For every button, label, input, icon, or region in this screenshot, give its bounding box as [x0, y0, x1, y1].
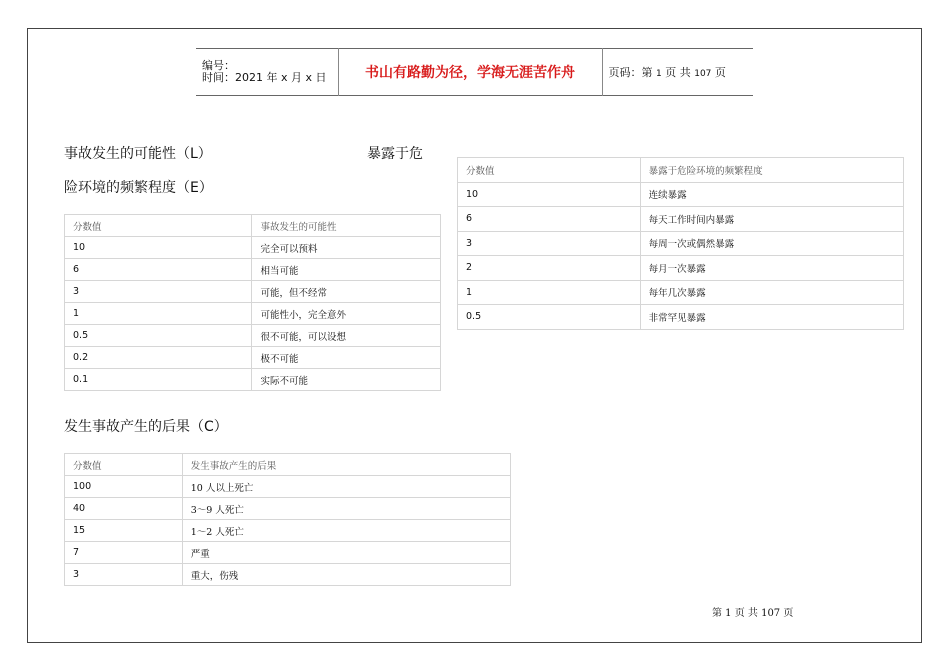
page-prefix: 页码：第 [608, 66, 653, 79]
description-cell: 每周一次或偶然暴露 [640, 231, 903, 256]
column-header: 分数值 [65, 215, 252, 237]
table-row [65, 303, 441, 325]
header-motto: 书山有路勤为径，学海无涯苦作舟 [338, 49, 602, 96]
score-cell: 0.5 [458, 305, 641, 330]
score-cell: 10 [65, 237, 252, 259]
page-suffix: 页 [714, 66, 726, 79]
description-cell: 每年几次暴露 [640, 280, 903, 305]
table-row [458, 305, 904, 330]
table-row [65, 259, 441, 281]
column-header: 分数值 [458, 158, 641, 183]
table-row [65, 281, 441, 303]
table-row [65, 564, 511, 586]
score-cell: 0.2 [65, 347, 252, 369]
table-header-row [65, 215, 441, 237]
header-page-info [602, 49, 753, 96]
description-cell: 3～9 人死亡 [182, 498, 510, 520]
score-cell: 2 [458, 256, 641, 281]
consequence-title: 发生事故产生的后果（C） [64, 419, 228, 435]
likelihood-title: 事故发生的可能性（L） [64, 146, 212, 162]
table-row [65, 325, 441, 347]
score-cell: 15 [65, 520, 183, 542]
column-header: 分数值 [65, 454, 183, 476]
score-cell: 0.1 [65, 369, 252, 391]
description-cell: 可能性小，完全意外 [252, 303, 441, 325]
table-row [65, 476, 511, 498]
number-label: 编号： [202, 59, 235, 72]
exposure-table [457, 157, 904, 330]
score-cell: 3 [65, 564, 183, 586]
table-row [65, 542, 511, 564]
consequence-table [64, 453, 511, 586]
table-row [65, 347, 441, 369]
score-cell: 3 [65, 281, 252, 303]
description-cell: 相当可能 [252, 259, 441, 281]
table-row [458, 280, 904, 305]
score-cell: 6 [65, 259, 252, 281]
description-cell: 每天工作时间内暴露 [640, 207, 903, 232]
description-cell: 1～2 人死亡 [182, 520, 510, 542]
score-cell: 10 [458, 182, 641, 207]
description-cell: 可能，但不经常 [252, 281, 441, 303]
score-cell: 1 [458, 280, 641, 305]
header-meta [196, 49, 338, 96]
score-cell: 1 [65, 303, 252, 325]
page-mid: 页 共 [665, 66, 691, 79]
table-row [458, 207, 904, 232]
description-cell: 非常罕见暴露 [640, 305, 903, 330]
score-cell: 0.5 [65, 325, 252, 347]
column-header: 发生事故产生的后果 [182, 454, 510, 476]
column-header: 事故发生的可能性 [252, 215, 441, 237]
table-row [458, 256, 904, 281]
description-cell: 重大，伤残 [182, 564, 510, 586]
page-number: 1 [656, 69, 662, 79]
description-cell: 完全可以预料 [252, 237, 441, 259]
description-cell: 每月一次暴露 [640, 256, 903, 281]
table-header-row [458, 158, 904, 183]
description-cell: 连续暴露 [640, 182, 903, 207]
description-cell: 10 人以上死亡 [182, 476, 510, 498]
description-cell: 很不可能，可以设想 [252, 325, 441, 347]
table-row [65, 520, 511, 542]
score-cell: 100 [65, 476, 183, 498]
exposure-title-part1: 暴露于危 [367, 146, 423, 162]
table-header-row [65, 454, 511, 476]
exposure-title-part2: 险环境的频繁程度（E） [64, 180, 213, 196]
score-cell: 3 [458, 231, 641, 256]
description-cell: 极不可能 [252, 347, 441, 369]
score-cell: 40 [65, 498, 183, 520]
table-row [65, 369, 441, 391]
page-footer: 第 1 页 共 107 页 [712, 608, 794, 619]
table-row [458, 182, 904, 207]
time-label: 时间：2021 年 x 月 x 日 [202, 71, 327, 84]
table-row [65, 498, 511, 520]
description-cell: 严重 [182, 542, 510, 564]
description-cell: 实际不可能 [252, 369, 441, 391]
score-cell: 7 [65, 542, 183, 564]
document-header [196, 48, 753, 96]
table-row [458, 231, 904, 256]
column-header: 暴露于危险环境的频繁程度 [640, 158, 903, 183]
table-row [65, 237, 441, 259]
page-total: 107 [694, 69, 712, 79]
likelihood-table [64, 214, 441, 391]
score-cell: 6 [458, 207, 641, 232]
